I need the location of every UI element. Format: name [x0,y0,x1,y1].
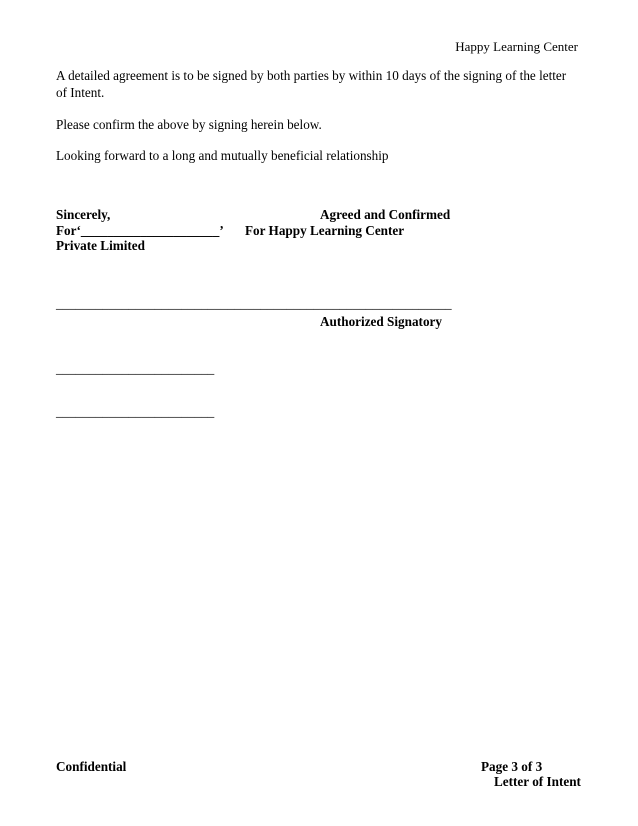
footer-doc-title: Letter of Intent [494,774,581,789]
footer-page-number: Page 3 of 3 [481,759,543,774]
private-limited-label: Private Limited [56,238,145,253]
authorized-signatory-label: Authorized Signatory [320,314,442,329]
signature-line-short-1: ________________________ [56,361,215,376]
confirm-paragraph: Please confirm the above by signing herein below. [56,117,322,132]
footer-confidential: Confidential [56,759,127,774]
for-company-label: For Happy Learning Center [245,223,405,238]
signature-line-short-2: ________________________ [56,404,215,419]
header-company-name: Happy Learning Center [455,39,578,54]
closing-paragraph: Looking forward to a long and mutually beneficial relationship [56,148,389,163]
agreement-paragraph: A detailed agreement is to be signed by both parties by within 10 days of the signing of the letter of Intent. [56,68,567,100]
agreed-confirmed-label: Agreed and Confirmed [320,207,451,222]
signature-line-long: ____________________________________________________________ [56,296,452,311]
sincerely-label: Sincerely, [56,207,111,222]
for-blank-line: For‘_____________________’ [56,223,224,238]
